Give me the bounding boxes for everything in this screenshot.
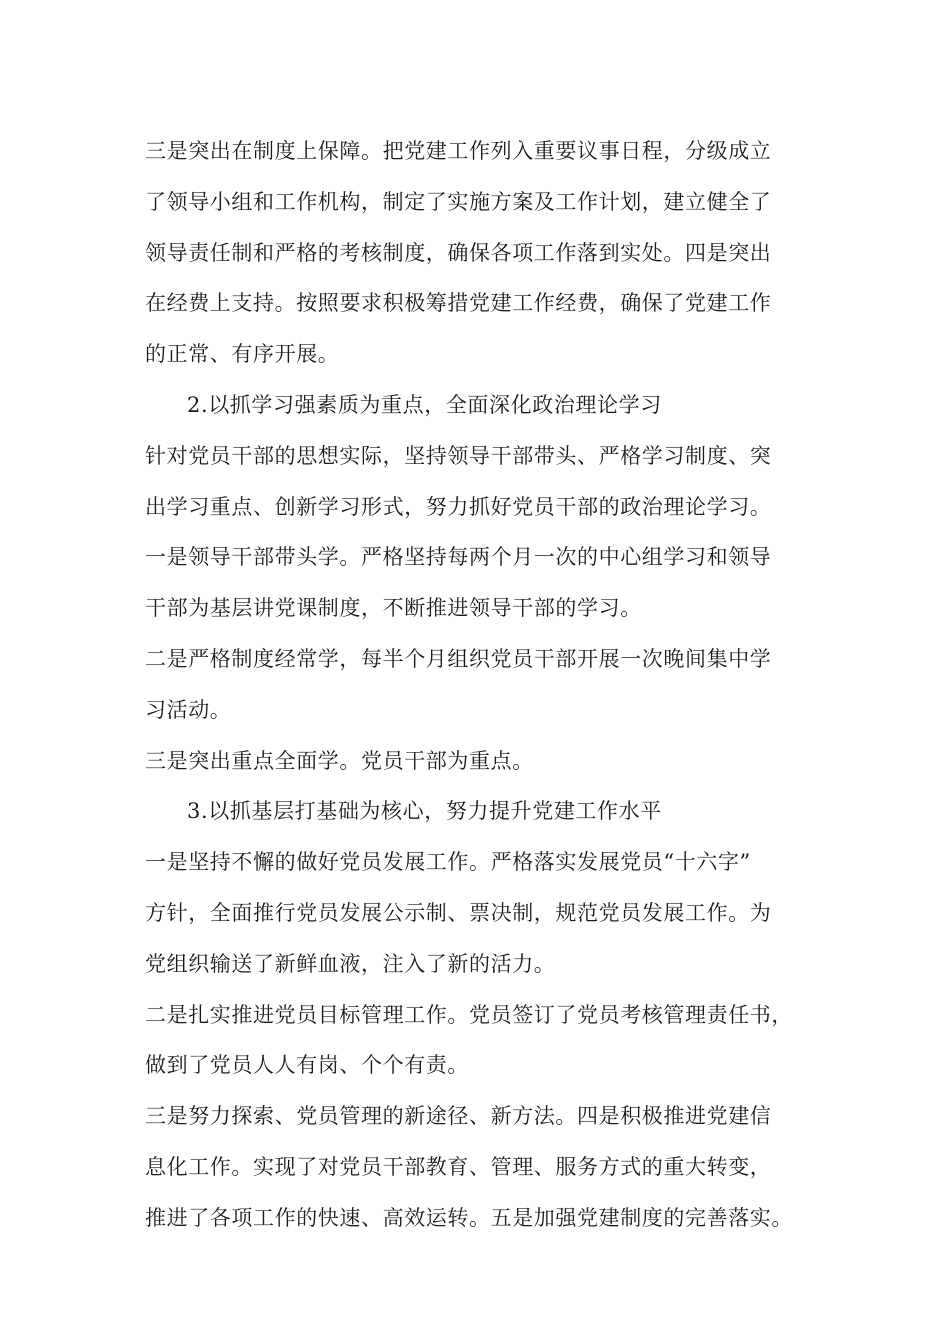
text-line: 推进了各项工作的快速、高效运转。五是加强党建制度的完善落实。 <box>145 1205 793 1230</box>
text-line: 干部为基层讲党课制度，不断推进领导干部的学习。 <box>145 596 642 621</box>
text-line: 党组织输送了新鲜血液，注入了新的活力。 <box>145 951 556 976</box>
text-line: 出学习重点、创新学习形式，努力抓好党员干部的政治理论学习。 <box>145 494 772 519</box>
section-heading: 3.以抓基层打基础为核心，努力提升党建工作水平 <box>187 799 662 824</box>
text-line: 三是突出重点全面学。党员干部为重点。 <box>145 748 534 773</box>
text-line: 做到了党员人人有岗、个个有责。 <box>145 1053 469 1078</box>
section-heading: 2.以抓学习强素质为重点，全面深化政治理论学习 <box>187 392 662 417</box>
text-line: 三是突出在制度上保障。把党建工作列入重要议事日程，分级成立 <box>145 139 772 163</box>
document-body <box>145 126 825 1244</box>
text-line: 针对党员干部的思想实际，坚持领导干部带头、严格学习制度、突 <box>145 443 772 468</box>
text-line: 二是扎实推进党员目标管理工作。党员签订了党员考核管理责任书， <box>145 1002 793 1027</box>
text-line: 习活动。 <box>145 697 232 722</box>
text-line: 在经费上支持。按照要求积极筹措党建工作经费，确保了党建工作 <box>145 291 772 316</box>
text-line: 息化工作。实现了对党员干部教育、管理、服务方式的重大转变， <box>145 1154 772 1179</box>
text-line: 一是坚持不懈的做好党员发展工作。严格落实发展党员“十六字” <box>145 850 751 875</box>
text-line: 领导责任制和严格的考核制度，确保各项工作落到实处。四是突出 <box>145 240 772 265</box>
text-line: 一是领导干部带头学。严格坚持每两个月一次的中心组学习和领导 <box>145 545 772 570</box>
text-line: 方针，全面推行党员发展公示制、票决制，规范党员发展工作。为 <box>145 900 772 925</box>
text-line: 了领导小组和工作机构，制定了实施方案及工作计划，建立健全了 <box>145 189 772 214</box>
text-line: 的正常、有序开展。 <box>145 342 340 367</box>
text-line: 二是严格制度经常学，每半个月组织党员干部开展一次晚间集中学 <box>145 646 772 671</box>
text-line: 三是努力探索、党员管理的新途径、新方法。四是积极推进党建信 <box>145 1104 772 1129</box>
